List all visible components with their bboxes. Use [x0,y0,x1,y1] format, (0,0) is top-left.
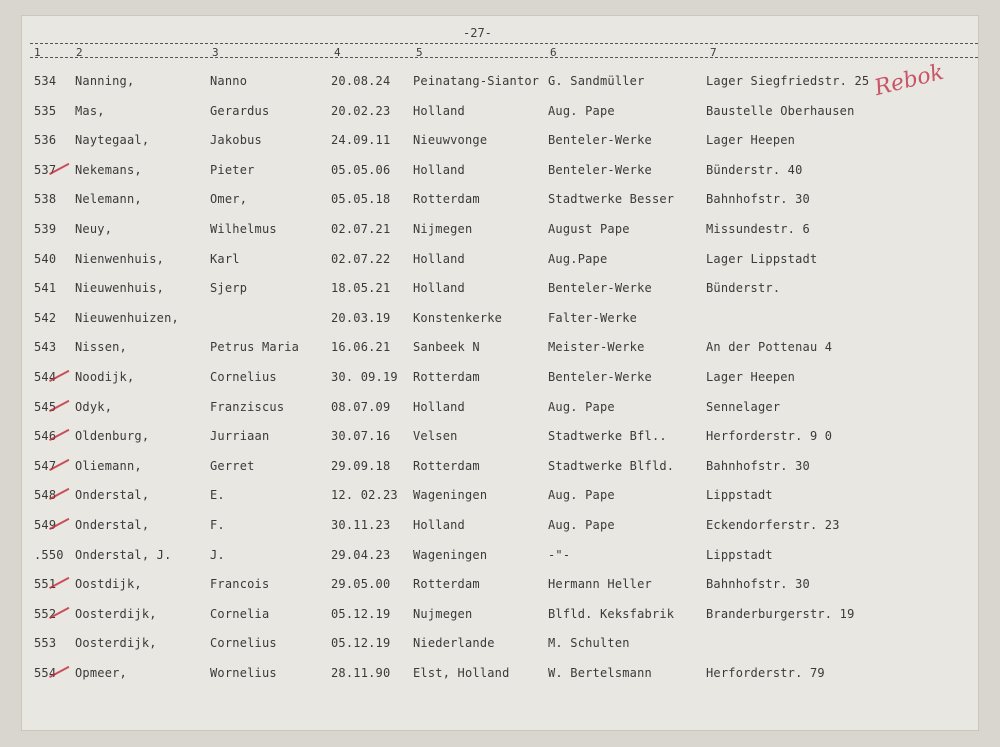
cell-date: 29.04.23 [331,547,391,562]
cell-employer: Aug. Pape [548,517,615,532]
header-rule-top [30,43,978,44]
column-header: 4 [334,46,341,59]
table-row [22,400,978,430]
cell-address: Bünderstr. 40 [706,162,803,177]
cell-origin: Holland [413,162,465,177]
cell-date: 05.12.19 [331,636,391,651]
cell-no: 538 [34,192,57,207]
cell-address: Lippstadt [706,488,773,503]
column-header: 2 [76,46,83,59]
cell-surname: Nieuwenhuizen, [75,310,179,325]
cell-surname: Oosterdijk, [75,606,157,621]
table-row [22,192,978,222]
cell-given: Franziscus [210,399,285,414]
cell-surname: Nissen, [75,340,127,355]
table-row [22,429,978,459]
cell-no: 542 [34,310,57,325]
table-row [22,311,978,341]
cell-no: 544 [34,369,57,384]
cell-date: 30.11.23 [331,517,391,532]
cell-employer: W. Bertelsmann [548,665,652,680]
cell-surname: Noodijk, [75,369,135,384]
cell-origin: Wageningen [413,488,488,503]
cell-surname: Opmeer, [75,665,127,680]
cell-no: 554 [34,665,57,680]
cell-no: 549 [34,517,57,532]
table-row [22,74,978,104]
cell-surname: Onderstal, [75,488,150,503]
cell-address: Sennelager [706,399,781,414]
cell-address: Lager Heepen [706,369,796,384]
cell-given: Jurriaan [210,429,270,444]
cell-employer: Stadtwerke Besser [548,192,675,207]
table-row [22,607,978,637]
cell-origin: Nieuwvonge [413,133,488,148]
cell-surname: Nekemans, [75,162,142,177]
cell-given: Wilhelmus [210,221,277,236]
cell-origin: Velsen [413,429,458,444]
cell-address: Bünderstr. [706,281,781,296]
cell-no: 541 [34,281,57,296]
cell-origin: Rotterdam [413,192,480,207]
cell-address: Eckendorferstr. 23 [706,517,840,532]
table-row [22,163,978,193]
cell-date: 24.09.11 [331,133,391,148]
cell-address: Bahnhofstr. 30 [706,458,810,473]
cell-employer: M. Schulten [548,636,630,651]
table-row [22,577,978,607]
cell-origin: Holland [413,281,465,296]
cell-origin: Holland [413,251,465,266]
cell-no: 551 [34,577,57,592]
cell-date: 30. 09.19 [331,369,398,384]
cell-given: Sjerp [210,281,248,296]
cell-surname: Naytegaal, [75,133,150,148]
cell-given: F. [210,517,225,532]
cell-date: 08.07.09 [331,399,391,414]
cell-address: Missundestr. 6 [706,221,810,236]
cell-no: .550 [34,547,64,562]
cell-employer: Meister-Werke [548,340,645,355]
column-header: 5 [416,46,423,59]
cell-given: Omer, [210,192,248,207]
cell-date: 05.05.18 [331,192,391,207]
cell-no: 546 [34,429,57,444]
table-row [22,488,978,518]
cell-address: Lager Siegfriedstr. 25 [706,74,870,88]
cell-date: 20.08.24 [331,74,391,88]
cell-surname: Nelemann, [75,192,142,207]
cell-address: Lager Heepen [706,133,796,148]
cell-employer: Benteler-Werke [548,162,652,177]
cell-date: 12. 02.23 [331,488,398,503]
cell-given: Cornelius [210,369,277,384]
cell-address: Baustelle Oberhausen [706,103,855,118]
cell-given: Pieter [210,162,255,177]
cell-employer: Aug. Pape [548,488,615,503]
cell-origin: Sanbeek N [413,340,480,355]
table-row [22,459,978,489]
cell-surname: Nieuwenhuis, [75,281,165,296]
cell-employer: Blfld. Keksfabrik [548,606,675,621]
cell-origin: Peinatang-Siantor [413,74,540,88]
cell-date: 28.11.90 [331,665,391,680]
cell-employer: Aug. Pape [548,103,615,118]
table-row [22,222,978,252]
cell-surname: Oosterdijk, [75,636,157,651]
table-row [22,370,978,400]
cell-no: 540 [34,251,57,266]
cell-origin: Rotterdam [413,577,480,592]
cell-no: 543 [34,340,57,355]
cell-given: Wornelius [210,665,277,680]
column-header: 1 [34,46,41,59]
cell-employer: Benteler-Werke [548,133,652,148]
cell-surname: Nanning, [75,74,135,88]
table-row [22,518,978,548]
cell-date: 02.07.21 [331,221,391,236]
cell-date: 02.07.22 [331,251,391,266]
cell-given: J. [210,547,225,562]
cell-no: 552 [34,606,57,621]
column-header-row [22,46,978,60]
cell-date: 29.05.00 [331,577,391,592]
table-row [22,104,978,134]
table-row [22,252,978,282]
cell-no: 534 [34,74,57,88]
cell-no: 535 [34,103,57,118]
cell-surname: Oostdijk, [75,577,142,592]
cell-surname: Onderstal, [75,517,150,532]
document-page [22,16,978,730]
cell-date: 20.03.19 [331,310,391,325]
cell-employer: Falter-Werke [548,310,638,325]
cell-date: 30.07.16 [331,429,391,444]
cell-no: 548 [34,488,57,503]
cell-origin: Konstenkerke [413,310,503,325]
table-row [22,340,978,370]
cell-no: 545 [34,399,57,414]
register-table [22,74,978,695]
cell-address: Herforderstr. 79 [706,665,825,680]
cell-surname: Oliemann, [75,458,142,473]
cell-date: 18.05.21 [331,281,391,296]
cell-origin: Holland [413,103,465,118]
cell-employer: Stadtwerke Blfld. [548,458,675,473]
cell-no: 537 [34,162,57,177]
cell-given: Petrus Maria [210,340,300,355]
cell-origin: Nujmegen [413,606,473,621]
cell-address: Herforderstr. 9 0 [706,429,833,444]
cell-employer: Aug. Pape [548,399,615,414]
cell-address: Branderburgerstr. 19 [706,606,855,621]
cell-date: 05.12.19 [331,606,391,621]
cell-given: Cornelius [210,636,277,651]
column-header: 3 [212,46,219,59]
cell-origin: Elst, Holland [413,665,510,680]
handwritten-annotation: Rebok [872,59,947,102]
cell-surname: Onderstal, J. [75,547,172,562]
page-number: -27- [463,26,492,40]
cell-surname: Oldenburg, [75,429,150,444]
cell-address: Bahnhofstr. 30 [706,577,810,592]
cell-origin: Rotterdam [413,369,480,384]
cell-origin: Wageningen [413,547,488,562]
cell-employer: Aug.Pape [548,251,608,266]
cell-given: Gerardus [210,103,270,118]
cell-no: 536 [34,133,57,148]
cell-employer: -"- [548,547,571,562]
cell-given: Cornelia [210,606,270,621]
cell-origin: Holland [413,517,465,532]
cell-employer: Benteler-Werke [548,369,652,384]
cell-date: 05.05.06 [331,162,391,177]
cell-surname: Nienwenhuis, [75,251,165,266]
cell-surname: Neuy, [75,221,113,236]
cell-surname: Odyk, [75,399,113,414]
cell-employer: G. Sandmüller [548,74,645,88]
cell-origin: Nijmegen [413,221,473,236]
cell-employer: Stadtwerke Bfl.. [548,429,667,444]
cell-given: E. [210,488,225,503]
cell-no: 547 [34,458,57,473]
table-row [22,636,978,666]
cell-employer: Hermann Heller [548,577,652,592]
cell-given: Gerret [210,458,255,473]
table-row [22,133,978,163]
cell-no: 539 [34,221,57,236]
cell-origin: Rotterdam [413,458,480,473]
column-header: 7 [710,46,717,59]
cell-given: Francois [210,577,270,592]
cell-address: Lager Lippstadt [706,251,818,266]
table-row [22,281,978,311]
cell-employer: Benteler-Werke [548,281,652,296]
cell-date: 20.02.23 [331,103,391,118]
cell-address: Bahnhofstr. 30 [706,192,810,207]
cell-surname: Mas, [75,103,105,118]
cell-origin: Holland [413,399,465,414]
cell-employer: August Pape [548,221,630,236]
cell-no: 553 [34,636,57,651]
table-row [22,548,978,578]
cell-date: 29.09.18 [331,458,391,473]
cell-date: 16.06.21 [331,340,391,355]
cell-address: An der Pottenau 4 [706,340,833,355]
cell-given: Nanno [210,74,248,88]
column-header: 6 [550,46,557,59]
cell-given: Jakobus [210,133,262,148]
cell-origin: Niederlande [413,636,495,651]
table-row [22,666,978,696]
cell-given: Karl [210,251,240,266]
cell-address: Lippstadt [706,547,773,562]
